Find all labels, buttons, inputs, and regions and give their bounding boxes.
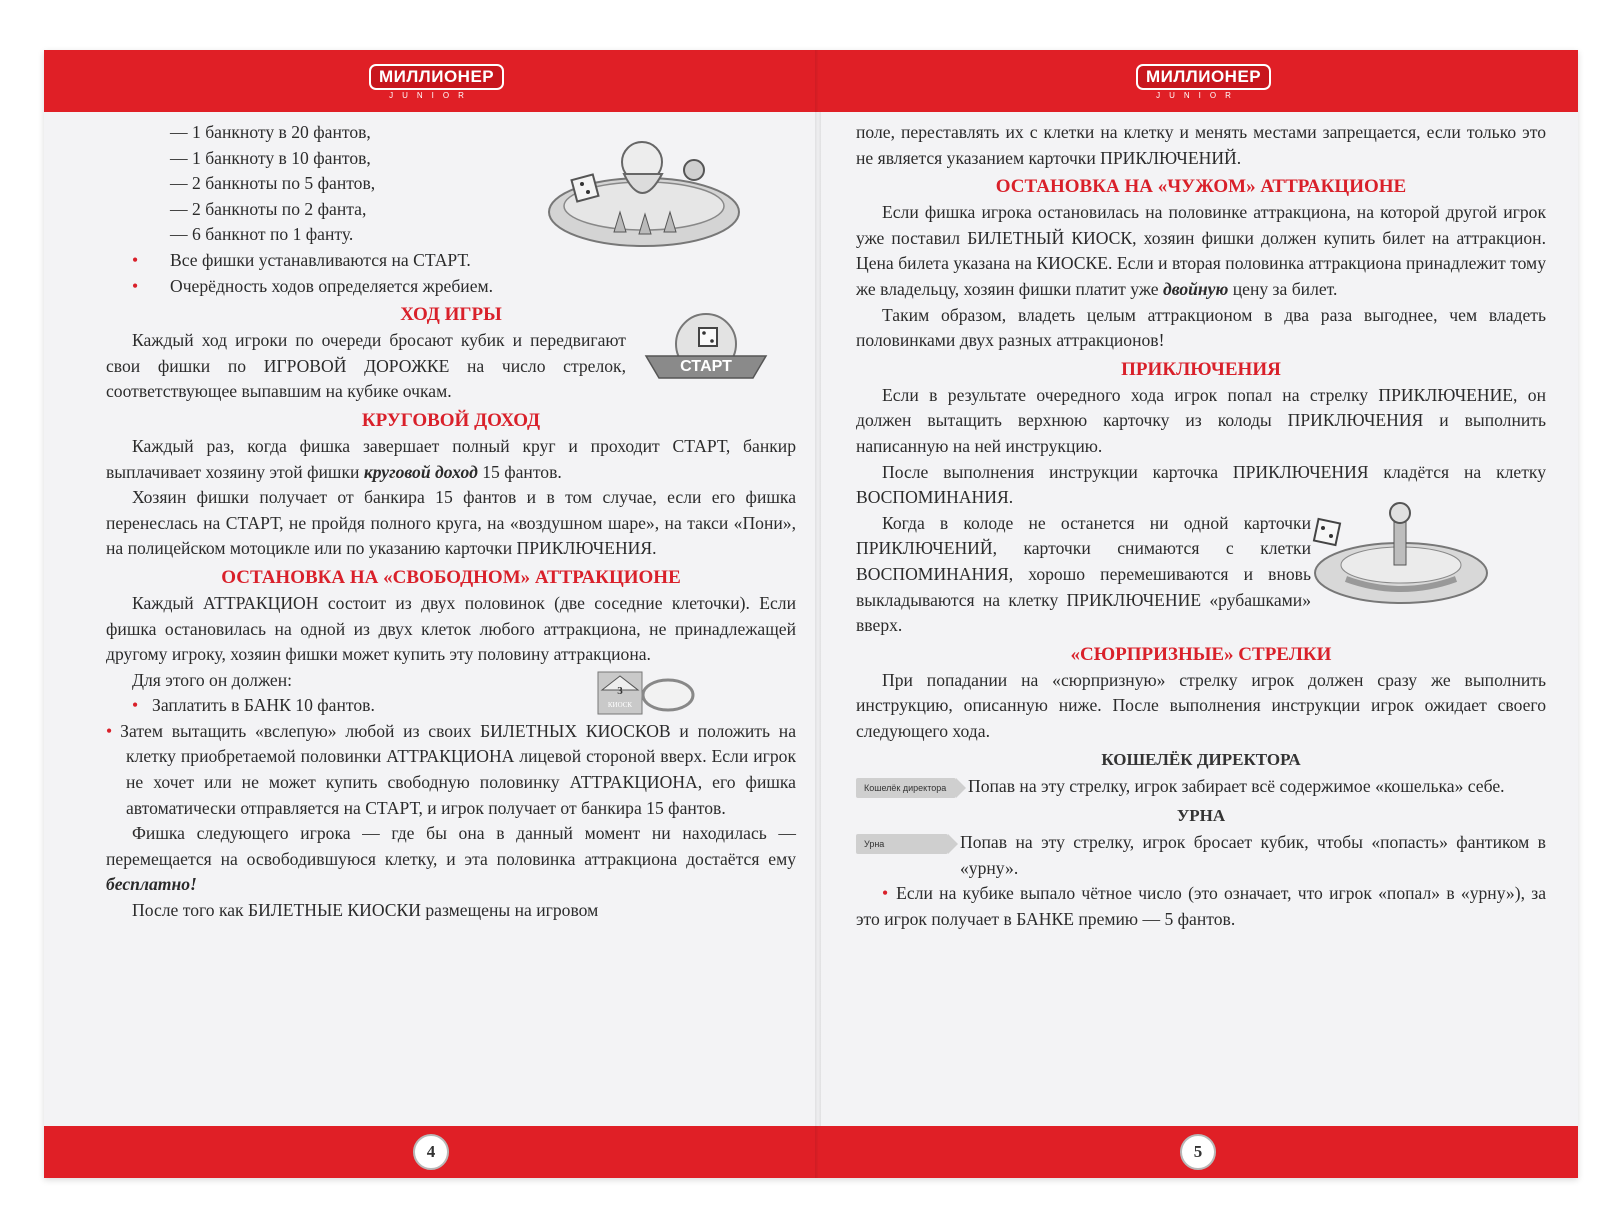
setup-bullet <box>106 248 796 274</box>
koshelek-arrow-tag: Кошелёк директора <box>856 778 956 798</box>
logo-main-text: МИЛЛИОНЕР <box>369 64 504 90</box>
urna-arrow-tag: Урна <box>856 834 948 854</box>
footer-bar <box>44 1126 818 1178</box>
text-run: 15 фантов. <box>477 461 562 482</box>
paragraph-svob-2: Для этого он должен: <box>132 669 292 690</box>
setup-bullet <box>106 274 796 300</box>
paragraph-prikl-2: После выполнения инструкции карточка ПРИКЛЮЧЕНИЯ кладётся на клетку ВОСПОМИНАНИЯ. <box>856 461 1546 508</box>
paragraph-koshelek: Попав на эту стрелку, игрок забирает всё содержимое «кошелька» себе. <box>968 776 1505 797</box>
paragraph-svob-3 <box>106 821 796 898</box>
paragraph-svob-4: После того как БИЛЕТНЫЕ КИОСКИ размещены на игровом <box>132 900 599 921</box>
heading-urna: УРНА <box>1176 806 1226 826</box>
booklet-spread <box>44 50 1578 1178</box>
paragraph-chuzh-1 <box>856 200 1546 302</box>
paragraph-krug-1 <box>106 434 796 485</box>
bullet-text: Очерёдность ходов определяется жребием. <box>170 275 494 296</box>
left-page <box>44 50 818 1178</box>
bullet-dot-icon: • <box>132 249 139 270</box>
paragraph-prikl-3: Когда в колоде не останется ни одной карточки ПРИКЛЮЧЕНИЙ, карточки снимаются с клетки ВОСПОМИНАНИЯ, хорошо перемешиваются и вновь выкладываются на клетку ПРИКЛЮЧЕНИЕ «рубашками» вверх. <box>856 512 1311 636</box>
paragraph-krug-2: Хозяин фишки получает от банкира 15 фантов и в том случае, если его фишка перенеслась на СТАРТ, не пройдя полного круга, на «воздушном шаре», на такси «Пони», на полицейском мотоцикле или по указанию карточки ПРИКЛЮЧЕНИЯ. <box>106 487 796 559</box>
money-item: — 1 банкноту в 10 фантов, <box>170 147 371 168</box>
heading-svobodny: ОСТАНОВКА НА «СВОБОДНОМ» АТТРАКЦИОНЕ <box>221 566 681 588</box>
heading-krugovoy-dohod: КРУГОВОЙ ДОХОД <box>361 409 541 431</box>
heading-koshelek: КОШЕЛЁК ДИРЕКТОРА <box>1101 750 1301 770</box>
text-run: Если фишка игрока остановилась на половинке аттракциона, на которой другой игрок уже поставил БИЛЕТНЫЙ КИОСК, хозяин фишки должен купить билет на аттракцион. Цена билета указана на КИОСКЕ. Если и вторая половинка аттракциона принадлежит тому же владельцу, хозяин фишки платит уже <box>856 202 1546 299</box>
paragraph-urna: Попав на эту стрелку, игрок бросает кубик, чтобы «попасть» фантиком в «урну». <box>960 832 1546 878</box>
header-bar <box>44 50 818 112</box>
brand-logo <box>369 64 493 104</box>
footer-bar <box>818 1126 1578 1178</box>
paragraph-continued: поле, переставлять их с клетки на клетку и менять местами запрещается, если только это не является указанием карточки ПРИКЛЮЧЕНИЙ. <box>856 122 1546 168</box>
bullet-text: Если на кубике выпало чётное число (это означает, что игрок «попал» в «урну»), за это игрок получает в БАНКЕ премию — 5 фантов. <box>856 883 1546 929</box>
svob-bullet <box>106 693 796 719</box>
start-dice-icon <box>641 312 771 392</box>
paragraph-prikl-1: Если в результате очередного хода игрок попал на стрелку ПРИКЛЮЧЕНИЕ, он должен вытащить верхнюю карточку из колоды ПРИКЛЮЧЕНИЯ и выполнить написанную на ней инструкцию. <box>856 384 1546 456</box>
bullet-dot-icon: • <box>106 720 113 741</box>
bullet-text: Все фишки устанавливаются на СТАРТ. <box>170 249 471 270</box>
money-item: — 2 банкноты по 2 фанта, <box>170 198 367 219</box>
logo-main-text: МИЛЛИОНЕР <box>1136 64 1271 90</box>
paragraph-hod: Каждый ход игроки по очереди бросают кубик и передвигают свои фишки по ИГРОВОЙ ДОРОЖКЕ на число стрелок, соответствующее выпавшим на кубике очкам. <box>106 330 626 402</box>
text-run: цену за билет. <box>1228 278 1338 299</box>
bullet-text: Затем вытащить «вслепую» любой из своих БИЛЕТНЫХ КИОСКОВ и положить на клетку приобретаемой половинки АТТРАКЦИОНА лицевой стороной вверх. Если игрок не хочет или не может купить свободную половинку АТТРАКЦИОНА, его фишка автоматически отправляется на СТАРТ, и игрок получает от банкира 15 фантов. <box>120 720 796 818</box>
money-item: — 6 банкнот по 1 фанту. <box>170 224 354 245</box>
brand-logo <box>1136 64 1260 104</box>
svob-bullet <box>106 719 796 821</box>
start-badge <box>641 312 771 392</box>
page-number: 5 <box>1180 1134 1216 1170</box>
paragraph-svob-1: Каждый АТТРАКЦИОН состоит из двух половинок (две соседние клеточки). Если фишка остановилась на одной из двух клеток любого аттракциона, не принадлежащей другому игроку, хозяин фишки может купить эту половину аттракциона. <box>106 592 796 665</box>
heading-chuzhoy: ОСТАНОВКА НА «ЧУЖОМ» АТТРАКЦИОНЕ <box>995 176 1407 198</box>
heading-syurpriznye: «СЮРПРИЗНЫЕ» СТРЕЛКИ <box>1070 643 1332 665</box>
heading-priklyucheniya: ПРИКЛЮЧЕНИЯ <box>1121 358 1281 380</box>
paragraph-chuzh-2: Таким образом, владеть целым аттракционом в два раза выгоднее, чем владеть половинками двух разных аттракционов! <box>856 304 1546 351</box>
bullet-dot-icon: • <box>132 695 139 716</box>
carousel-illustration <box>1306 495 1491 615</box>
logo-sub-text: JUNIOR <box>389 91 473 100</box>
text-run: Фишка следующего игрока — где бы она в данный момент ни находилась — перемещается на освободившуюся клетку, и эта половинка аттракциона достаётся ему <box>106 823 796 869</box>
left-page-content <box>106 120 796 924</box>
bullet-dot-icon: • <box>882 883 889 904</box>
money-item: — 1 банкноту в 20 фантов, <box>170 122 371 142</box>
page-number: 4 <box>413 1134 449 1170</box>
urna-row <box>856 830 1546 881</box>
heading-hod-igry: ХОД ИГРЫ <box>400 304 502 326</box>
emphasis-text: двойную <box>1162 278 1229 299</box>
emphasis-text: бесплатно! <box>106 874 197 895</box>
koshelek-row <box>856 774 1546 800</box>
header-bar <box>818 50 1578 112</box>
right-page-content <box>856 120 1546 932</box>
text-run: Каждый раз, когда фишка завершает полный круг и проходит СТАРТ, банкир выплачивает хозяину этой фишки <box>106 435 796 482</box>
money-item: — 2 банкноты по 5 фантов, <box>170 173 376 194</box>
logo-sub-text: JUNIOR <box>1156 91 1240 100</box>
emphasis-text: круговой доход <box>363 461 478 482</box>
kiosk-label: КИОСК <box>607 700 633 709</box>
paragraph-surp: При попадании на «сюрпризную» стрелку игрок должен сразу же выполнить инструкцию, описанную ниже. После выполнения инструкции игрок ожидает своего следующего хода. <box>856 669 1546 741</box>
urna-bullet <box>856 881 1546 932</box>
bullet-text: Заплатить в БАНК 10 фантов. <box>152 695 375 716</box>
bullet-dot-icon: • <box>132 275 139 296</box>
right-page <box>818 50 1578 1178</box>
kiosk-number: 3 <box>617 684 623 697</box>
start-label: СТАРТ <box>680 358 732 376</box>
